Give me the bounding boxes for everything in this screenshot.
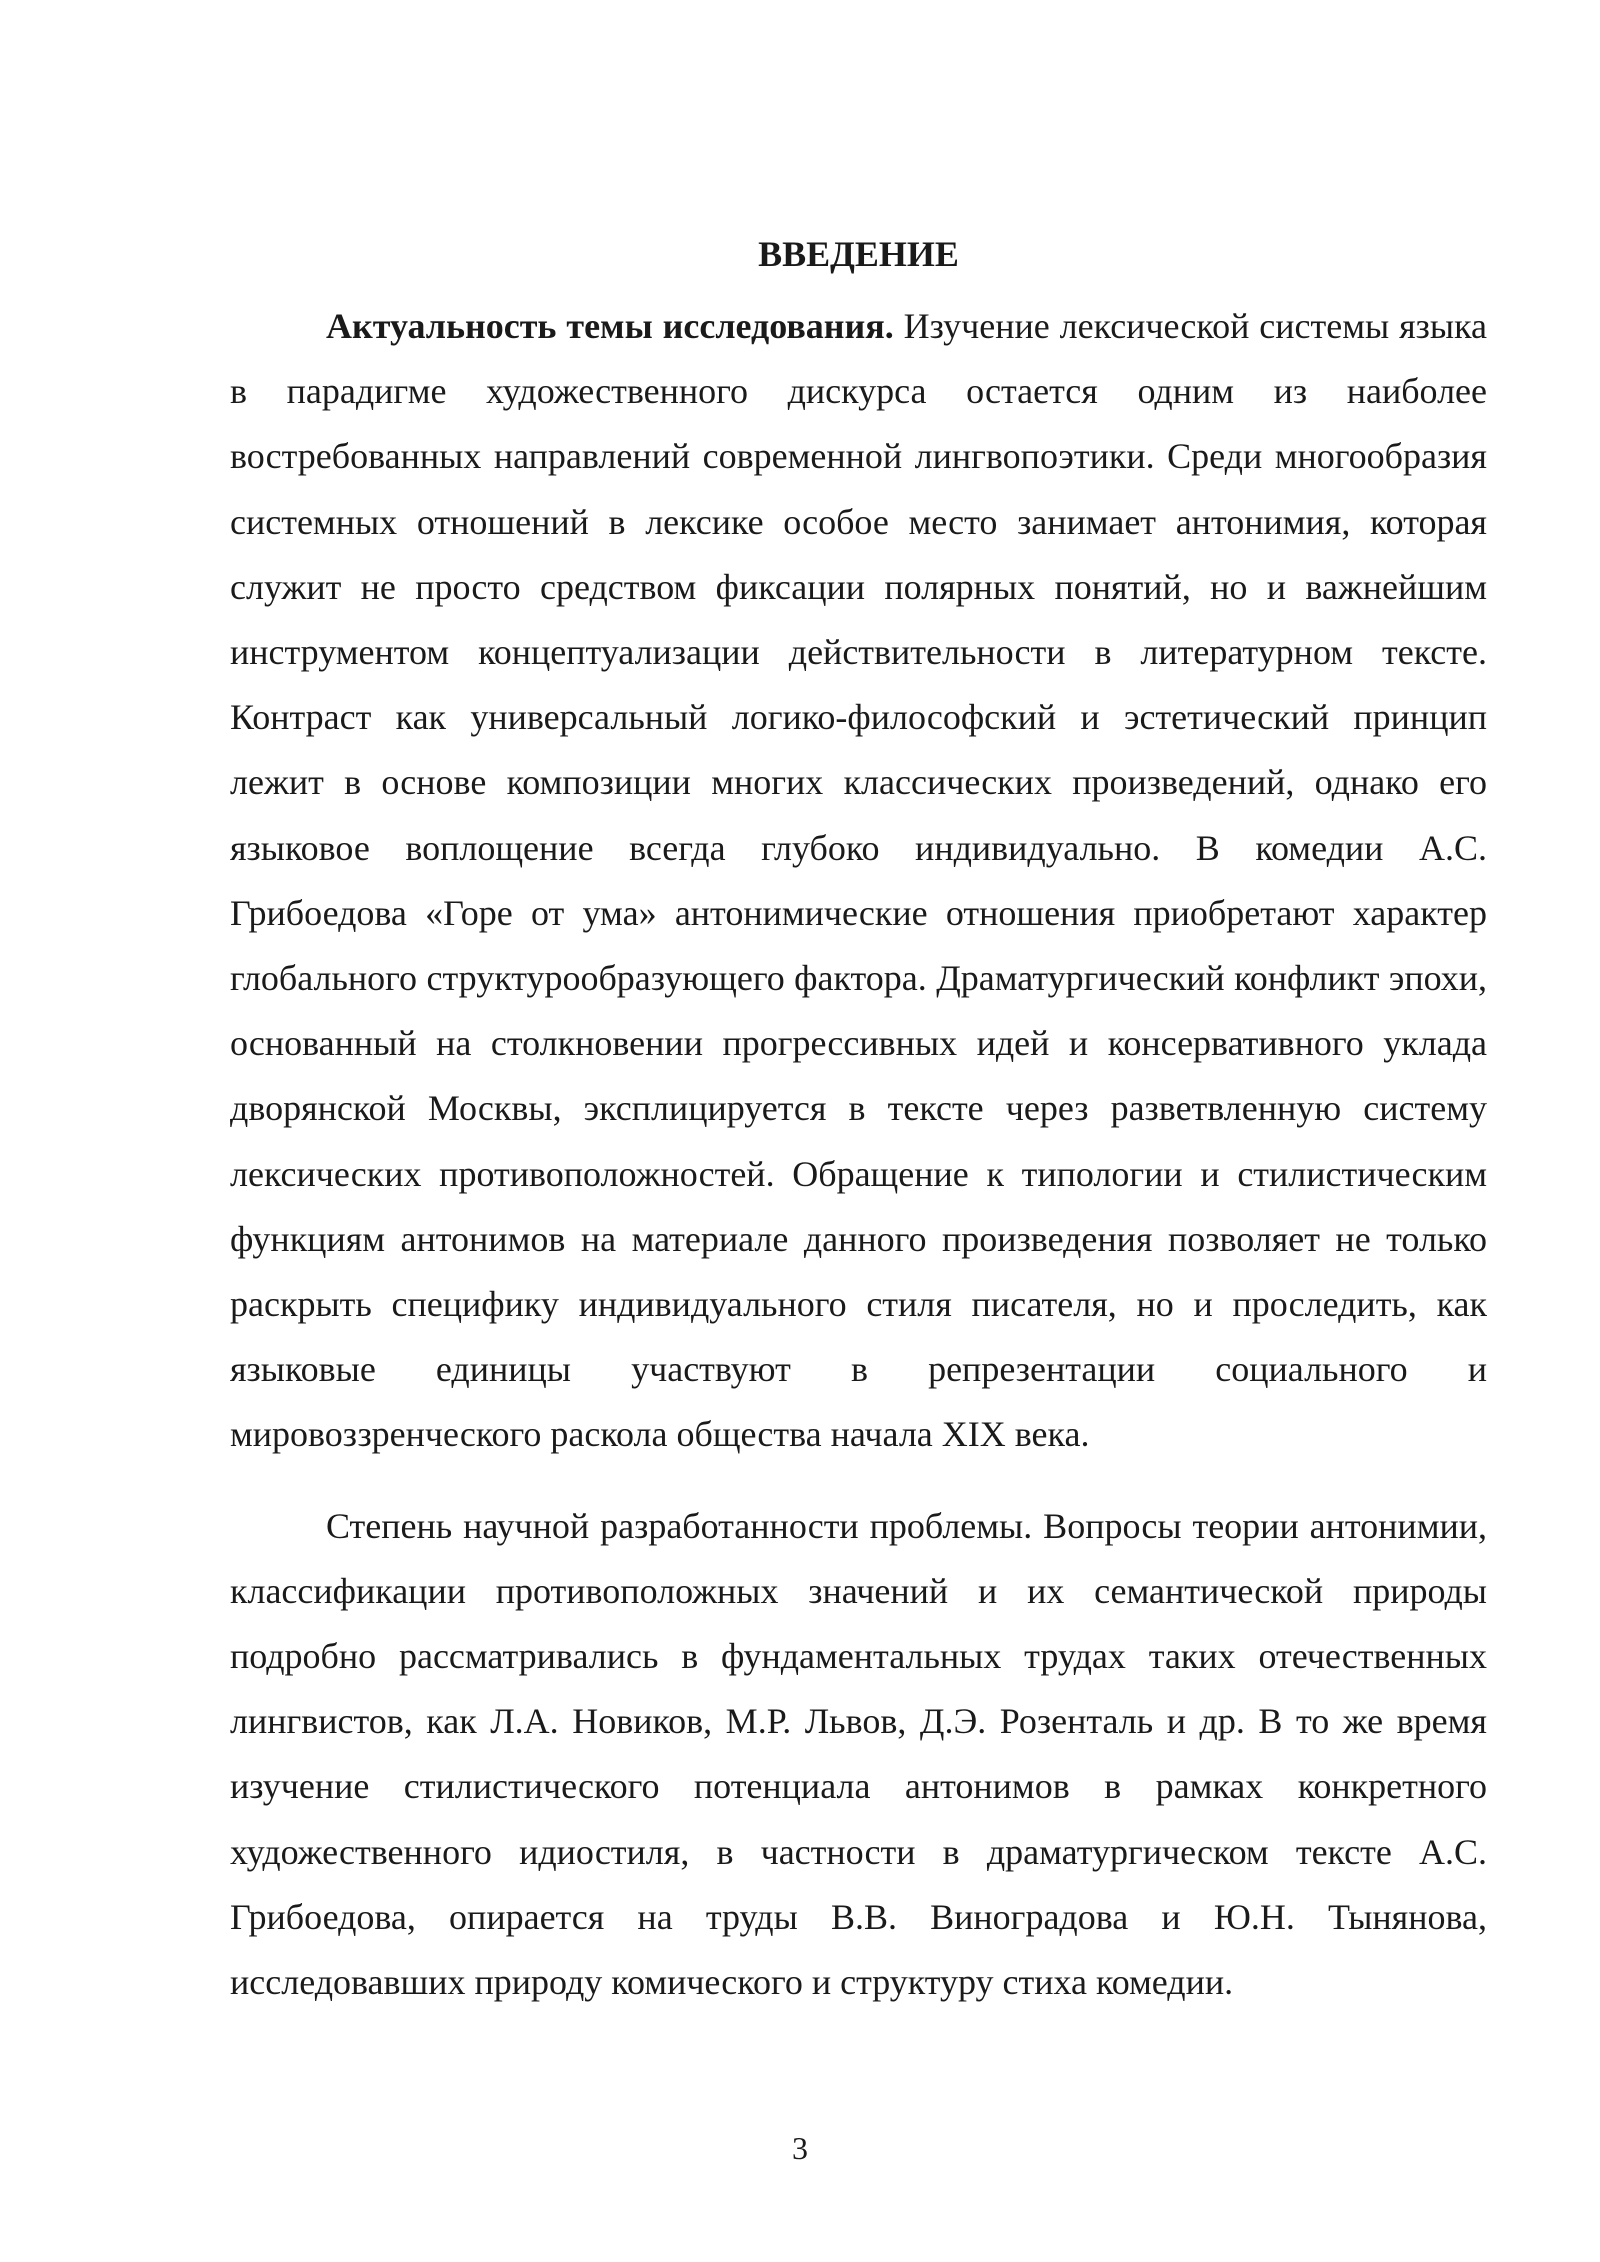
section-heading: ВВЕДЕНИЕ xyxy=(758,234,959,274)
paragraph-text: Степень научной разработанности проблемы. Вопросы теории антонимии, классификации противоположных значений и их семантической природы подробно рассматривались в фундаментальных трудах таких отечественных лингвистов, как Л.А. Новиков, М.Р. Львов, Д.Э. Розенталь и др. В то же время изучение стилистического потенциала антонимов в рамках конкретного художественного идиостиля, в частности в драматургическом тексте А.С. Грибоедова, опирается на труды В.В. Виноградова и Ю.Н. Тынянова, исследовавших природу комического и структуру стиха комедии. xyxy=(230,1505,1487,2003)
paragraph-lead: Актуальность темы исследования. xyxy=(326,306,894,346)
paragraph-text: Изучение лексической системы языка в парадигме художественного дискурса остается одним из наиболее востребованных направлений современной лингвопоэтики. Среди многообразия системных отношений в лексике особое место занимает антонимия, которая служит не просто средством фиксации полярных понятий, но и важнейшим инструментом концептуализации действительности в литературном тексте. Контраст как универсальный логико-философский и эстетический принцип лежит в основе композиции многих классических произведений, однако его языковое воплощение всегда глубоко индивидуально. В комедии А.С. Грибоедова «Горе от ума» антонимические отношения приобретают характер глобального структурообразующего фактора. Драматургический конфликт эпохи, основанный на столкновении прогрессивных идей и консервативного уклада дворянской Москвы, эксплицируется в тексте через разветвленную систему лексических противоположностей. Обращение к типологии и стилистическим функциям антонимов на материале данного произведения позволяет не только раскрыть специфику индивидуального стиля писателя, но и проследить, как языковые единицы участвуют в репрезентации социального и мировоззренческого раскола общества начала XIX века. xyxy=(230,306,1487,1455)
paragraph-research-degree xyxy=(230,1494,1487,2016)
page-content xyxy=(230,230,1487,2015)
paragraph-relevance xyxy=(230,294,1487,1468)
page-number: 3 xyxy=(792,2130,808,2166)
